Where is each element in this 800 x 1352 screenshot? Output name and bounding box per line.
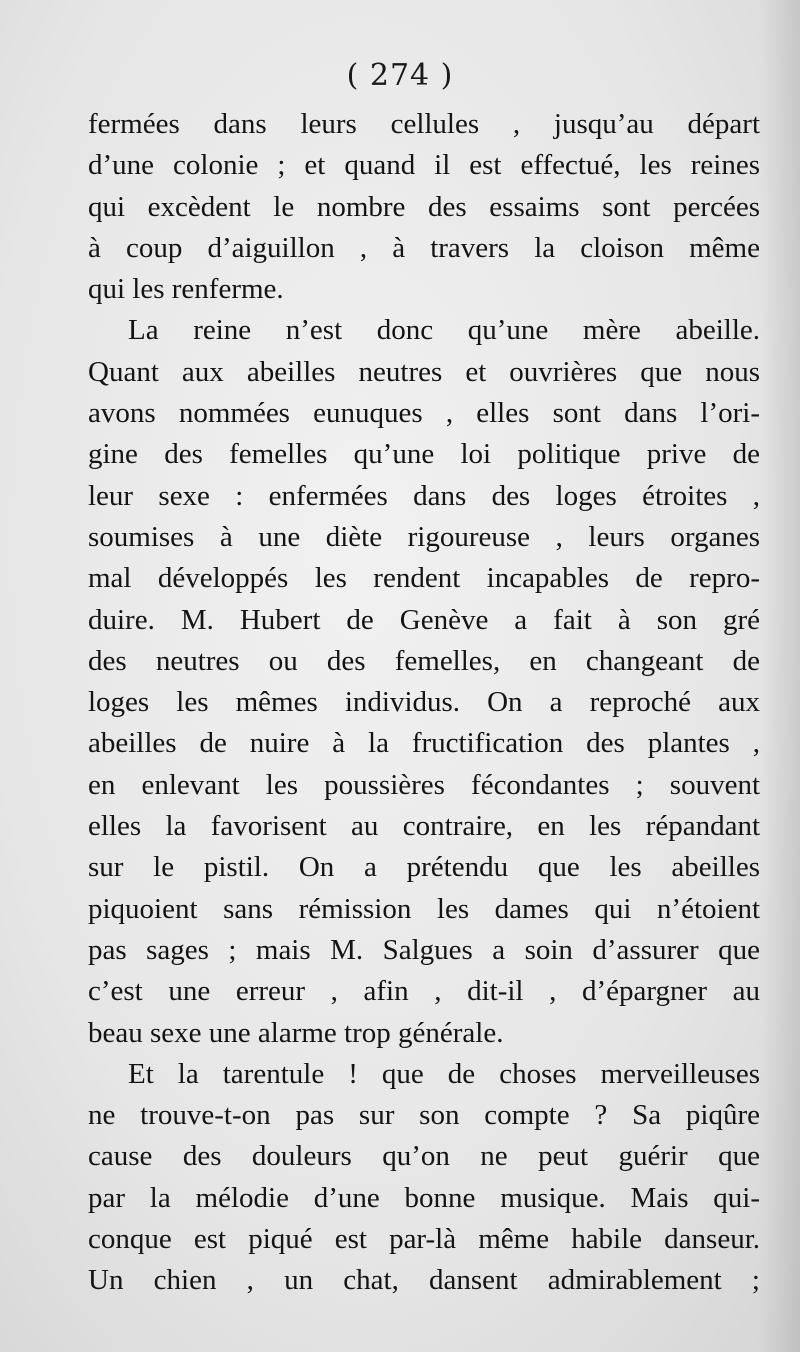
text-line: gine des femelles qu’une loi politique prive de [88,438,760,471]
text-line: abeilles de nuire à la fructification des plantes , [88,727,760,760]
text-line: avons nommées eunuques , elles sont dans l’ori- [88,397,760,430]
page-number: ( 274 ) [346,58,454,93]
text-line: cause des douleurs qu’on ne peut guérir que [88,1140,760,1173]
text-line: ne trouve-t-on pas sur son compte ? Sa piqûre [88,1099,760,1132]
text-line: qui excèdent le nombre des essaims sont percées [88,190,760,223]
text-line: La reine n’est donc qu’une mère abeille. [128,314,760,347]
text-line: conque est piqué est par-là même habile danseur. [88,1223,760,1256]
text-line: qui les renferme. [88,273,284,306]
text-line: elles la favorisent au contraire, en les répandant [88,810,760,843]
text-line: loges les mêmes individus. On a reproché aux [88,686,760,719]
text-line: c’est une erreur , afin , dit-il , d’épargner au [88,975,760,1008]
text-line: en enlevant les poussières fécondantes ; souvent [88,768,760,801]
text-line: mal développés les rendent incapables de repro- [88,562,760,595]
text-line: soumises à une diète rigoureuse , leurs organes [88,520,760,553]
text-line: leur sexe : enfermées dans des loges étroites , [88,479,760,512]
text-line: piquoient sans rémission les dames qui n’étoient [88,892,760,925]
text-line: d’une colonie ; et quand il est effectué, les reines [88,149,760,182]
text-line: pas sages ; mais M. Salgues a soin d’assurer que [88,933,760,966]
text-line: sur le pistil. On a prétendu que les abeilles [88,851,760,884]
text-line: duire. M. Hubert de Genève a fait à son gré [88,603,760,636]
body-text [88,104,760,1302]
text-line: par la mélodie d’une bonne musique. Mais qui- [88,1181,760,1214]
text-line: beau sexe une alarme trop générale. [88,1016,504,1049]
text-line: des neutres ou des femelles, en changeant de [88,644,760,677]
text-line: à coup d’aiguillon , à travers la cloison même [88,231,760,264]
text-line: Quant aux abeilles neutres et ouvrières que nous [88,355,760,388]
text-line: Un chien , un chat, dansent admirablement ; [88,1264,760,1297]
text-line: fermées dans leurs cellules , jusqu’au départ [88,108,760,140]
text-line: Et la tarentule ! que de choses merveilleuses [128,1057,760,1090]
page-edge-shadow [760,0,800,1352]
